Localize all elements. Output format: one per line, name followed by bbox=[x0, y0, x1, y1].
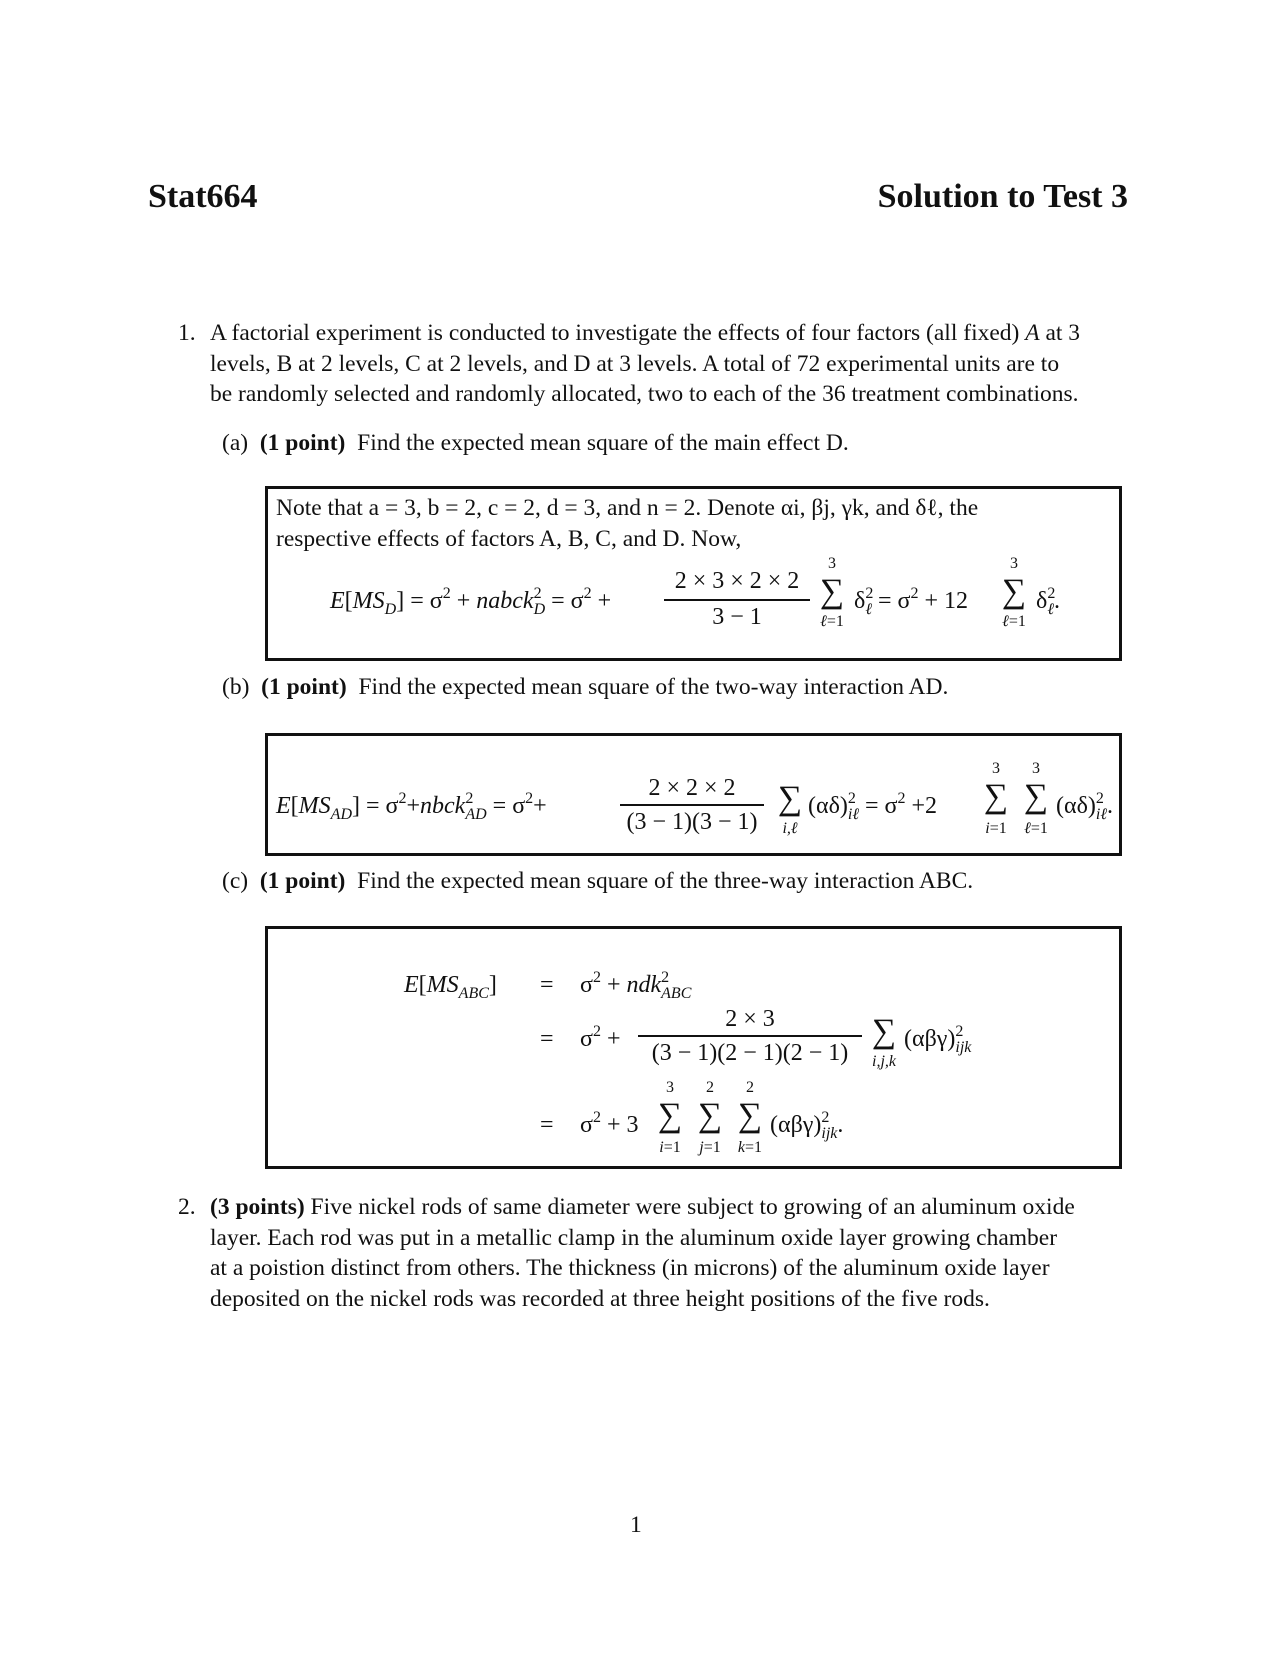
q1a-question: (a) (1 point) Find the expected mean square of the main effect D. bbox=[222, 430, 849, 456]
q2-line3: at a poistion distinct from others. The thickness (in microns) of the aluminum oxide layer bbox=[210, 1255, 1050, 1281]
q1a-note-line2: respective effects of factors A, B, C, and D. Now, bbox=[276, 525, 742, 552]
q2-number: 2. bbox=[178, 1194, 196, 1220]
q2-line4: deposited on the nickel rods was recorded at three height positions of the five rods. bbox=[210, 1285, 990, 1312]
q1a-answer-box: Note that a = 3, b = 2, c = 2, d = 3, and n = 2. Denote αi, βj, γk, and δℓ, the respective effects of factors A, B, C, and D. Now, $E[MS_D] = \sigma^2$ + nabck$^2_D$ = $\sigma^2$ + 2 × 3 × 2 × 2 3 − 1 3 ∑ ℓ=1 $\delta^2_\ell = \sigma^2 + 12$ 3 ∑ ℓ=1 $\delta^2_\ell$. bbox=[265, 486, 1122, 661]
q2-line1: (3 points) Five nickel rods of same diameter were subject to growing of an aluminum oxide bbox=[210, 1194, 1075, 1220]
q2-text bbox=[210, 1192, 1130, 1314]
q1-line2: levels, B at 2 levels, C at 2 levels, and D at 3 levels. A total of 72 experimental units are to bbox=[210, 350, 1060, 377]
page-number: 1 bbox=[630, 1512, 642, 1538]
q1-number: 1. bbox=[178, 320, 196, 346]
q1a-note bbox=[276, 493, 1116, 554]
q1c-answer-box: $E[MS_{ABC}]$ = $\sigma^2 + ndk^2_{ABC}$ = $\sigma^2$ + 2 × 3 (3 − 1)(2 − 1)(2 − 1) ∑ i,j,k $(\alpha\beta\gamma)^2_{ijk}$ = $\sigma^2 + 3$ 3 ∑ i=1 2 ∑ j=1 2 ∑ k=1 $(\alpha\beta\gamma)^2_{ijk}$. bbox=[265, 926, 1122, 1169]
q1c-question: (c) (1 point) Find the expected mean square of the three-way interaction ABC. bbox=[222, 868, 974, 894]
document-title: Solution to Test 3 bbox=[877, 178, 1128, 215]
q1-line3: be randomly selected and randomly allocated, two to each of the 36 treatment combinations. bbox=[210, 381, 1079, 407]
course-code: Stat664 bbox=[148, 178, 258, 215]
q1a-note-line1: Note that a = 3, b = 2, c = 2, d = 3, and n = 2. Denote αi, βj, γk, and δℓ, the bbox=[276, 495, 979, 521]
q2-line2: layer. Each rod was put in a metallic clamp in the aluminum oxide layer growing chamber bbox=[210, 1224, 1058, 1251]
q1-line1: A factorial experiment is conducted to investigate the effects of four factors (all fixed) A at 3 bbox=[210, 320, 1081, 346]
q1b-answer-box: $E[MS_{AD}]$ = $\sigma^2+nbck^2_{AD} = \sigma^2+$ 2 × 2 × 2 (3 − 1)(3 − 1) ∑ i,ℓ $(\alpha\delta)^2_{i\ell} = \sigma^2 +2$ 3 ∑ i=1 3 ∑ ℓ=1 $(\alpha\delta)^2_{i\ell}$. bbox=[265, 733, 1122, 856]
q1b-question: (b) (1 point) Find the expected mean square of the two-way interaction AD. bbox=[222, 674, 949, 700]
q1-text bbox=[210, 318, 1130, 410]
